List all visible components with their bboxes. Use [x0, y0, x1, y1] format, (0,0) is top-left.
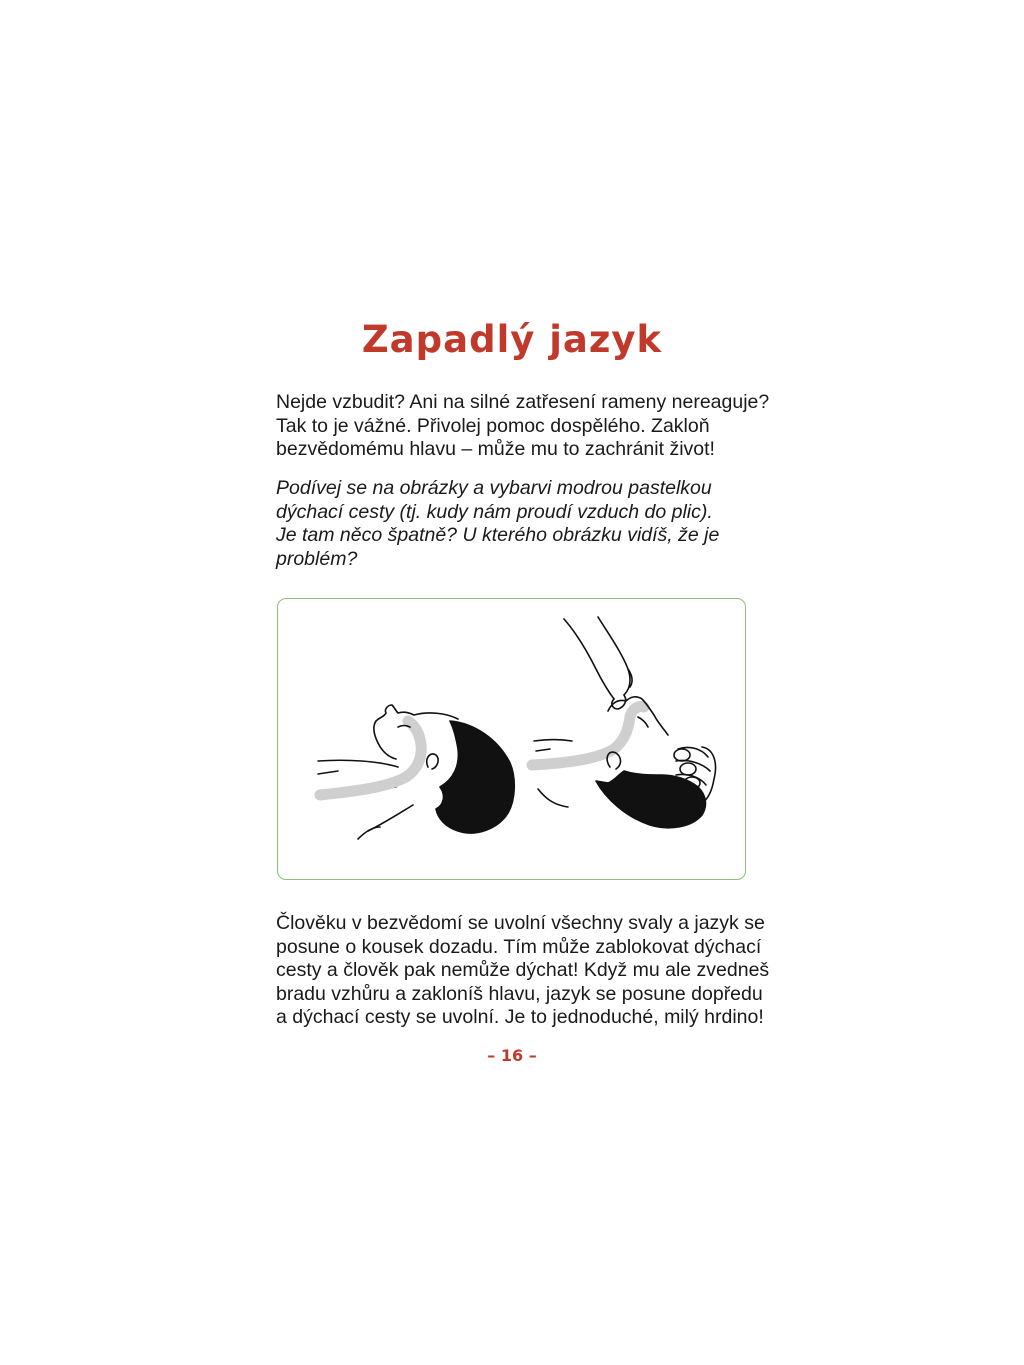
- task-line: problém?: [276, 547, 358, 570]
- intro-line: bezvědomému hlavu – může mu to zachránit život!: [276, 438, 715, 460]
- body-paragraph: [276, 912, 770, 1030]
- body-line: cesty a člověk pak nemůže dýchat! Když mu ale zvedneš: [276, 959, 770, 981]
- body-line: Člověku v bezvědomí se uvolní všechny svaly a jazyk se: [276, 912, 765, 934]
- body-line: posune o kousek dozadu. Tím může zablokovat dýchací: [276, 935, 762, 958]
- illustration-frame: [277, 598, 746, 880]
- intro-paragraph: [276, 391, 770, 462]
- head-airway-blocked-illustration: [316, 705, 514, 839]
- body-line: bradu vzhůru a zakloníš hlavu, jazyk se posune dopředu: [276, 982, 763, 1005]
- page-number: – 16 –: [487, 1046, 537, 1065]
- intro-line: Nejde vzbudit? Ani na silné zatřesení rameny nereaguje?: [276, 391, 770, 413]
- task-line: Podívej se na obrázky a vybarvi modrou pastelkou: [276, 477, 712, 499]
- intro-line: Tak to je vážné. Přivolej pomoc dospělého. Zakloň: [276, 414, 710, 437]
- task-line: Je tam něco špatně? U kterého obrázku vidíš, že je: [276, 524, 720, 546]
- task-line: dýchací cesty (tj. kudy nám proudí vzduch do plic).: [276, 500, 713, 523]
- page-title: Zapadlý jazyk: [361, 318, 663, 361]
- head-tilt-chin-lift-illustration: [532, 617, 716, 828]
- airway-illustration: [278, 599, 746, 880]
- task-paragraph: [276, 477, 756, 571]
- body-line: a dýchací cesty se uvolní. Je to jednoduché, milý hrdino!: [276, 1006, 764, 1028]
